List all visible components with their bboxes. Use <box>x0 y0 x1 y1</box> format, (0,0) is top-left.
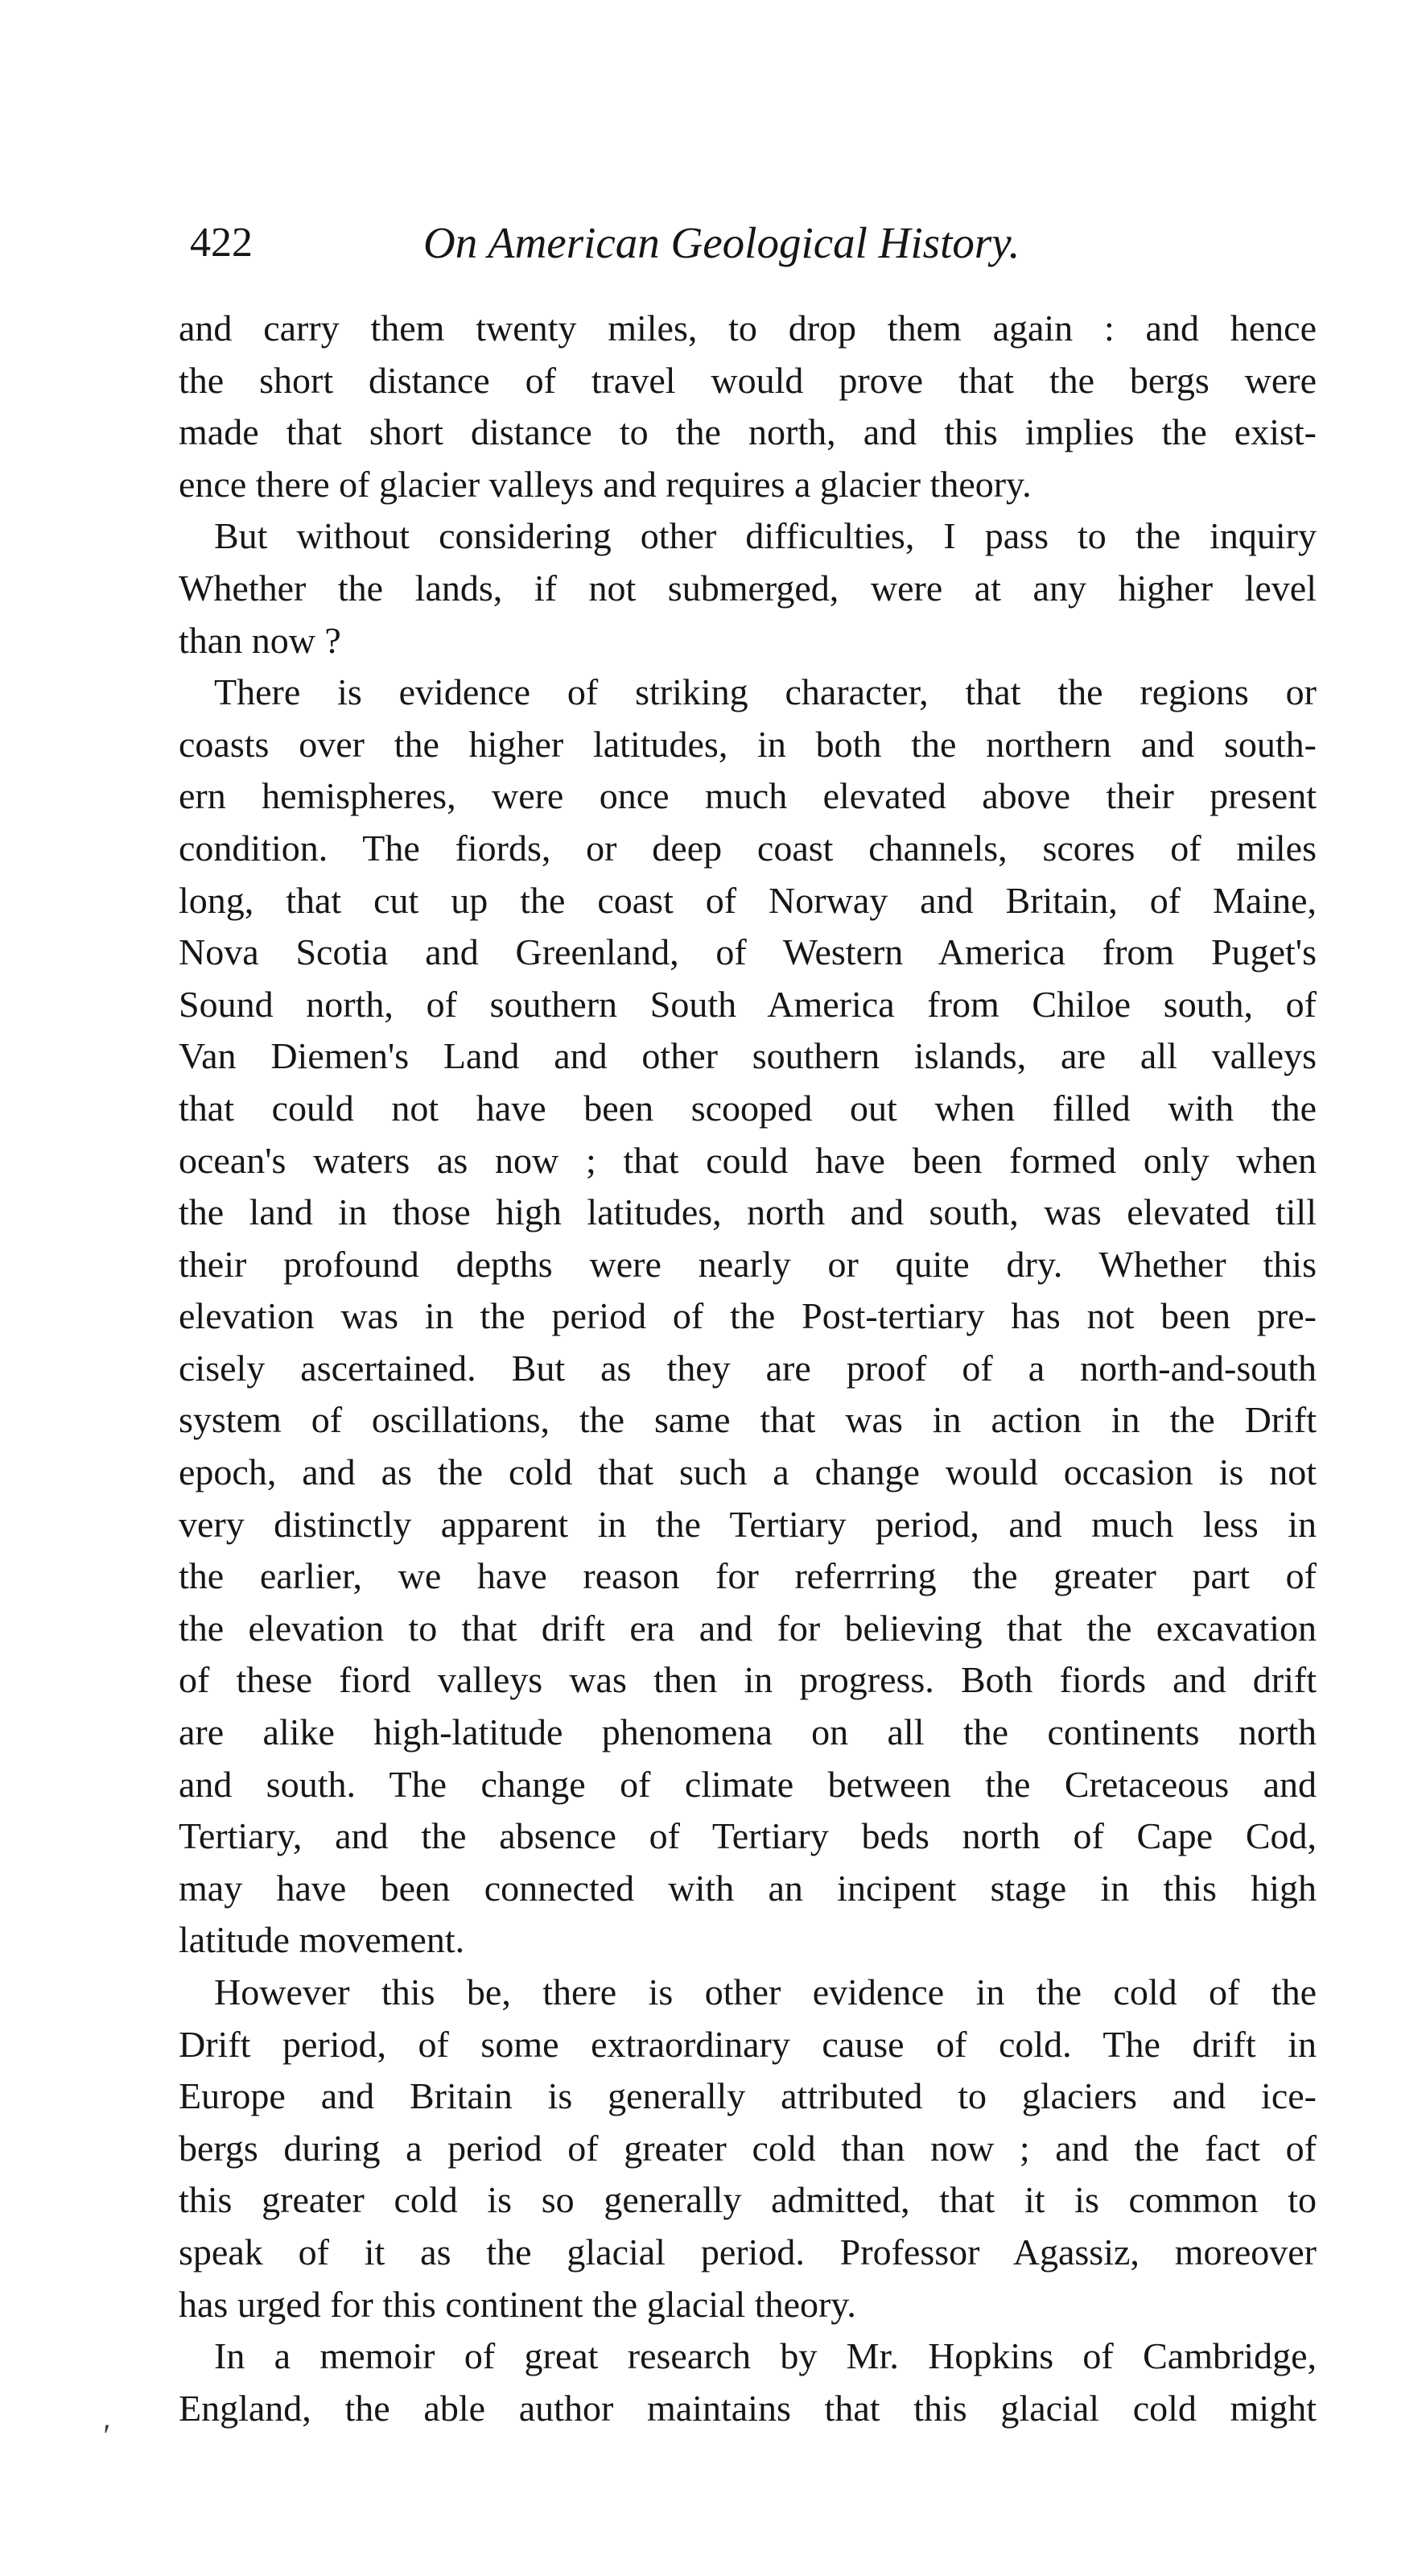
text-line: Nova Scotia and Greenland, of Western America from Puget's <box>179 931 1317 973</box>
paragraph-2 <box>179 510 1317 667</box>
text-line: the earlier, we have reason for referrring the greater part of <box>179 1555 1317 1597</box>
text-line: cisely ascertained. But as they are proof of a north-and-south <box>179 1347 1317 1389</box>
text-line: this greater cold is so generally admitted, that it is common to <box>179 2179 1317 2221</box>
page-number: 422 <box>190 220 253 266</box>
text-line: England, the able author maintains that this glacial cold might <box>179 2387 1317 2429</box>
text-line: long, that cut up the coast of Norway and Britain, of Maine, <box>179 879 1317 921</box>
text-line: Whether the lands, if not submerged, were at any higher level <box>179 567 1317 609</box>
margin-mark: ′ <box>101 2417 109 2454</box>
text-line: has urged for this continent the glacial theory. <box>179 2283 856 2325</box>
text-line: Europe and Britain is generally attributed to glaciers and ice- <box>179 2075 1317 2117</box>
text-line: But without considering other difficulties, I pass to the inquiry <box>214 515 1317 557</box>
text-line: epoch, and as the cold that such a change would occasion is not <box>179 1451 1317 1493</box>
paragraph-3 <box>179 667 1317 1967</box>
text-line: bergs during a period of greater cold than now ; and the fact of <box>179 2127 1317 2169</box>
text-line: the land in those high latitudes, north and south, was elevated till <box>179 1191 1317 1233</box>
text-line: than now ? <box>179 619 341 661</box>
text-line: made that short distance to the north, and this implies the exist- <box>179 411 1317 453</box>
paragraph-1 <box>179 303 1317 510</box>
text-line: are alike high-latitude phenomena on all the continents north <box>179 1711 1317 1753</box>
running-title: On American Geological History. <box>423 218 1020 267</box>
text-line: the short distance of travel would prove that the bergs were <box>179 359 1317 401</box>
text-line: latitude movement. <box>179 1919 465 1961</box>
paragraph-4 <box>179 1967 1317 2330</box>
text-line: and carry them twenty miles, to drop them again : and hence <box>179 308 1317 349</box>
text-line: and south. The change of climate between the Cretaceous and <box>179 1763 1317 1805</box>
text-line: very distinctly apparent in the Tertiary period, and much less in <box>179 1503 1317 1545</box>
text-line: In a memoir of great research by Mr. Hopkins of Cambridge, <box>214 2335 1317 2377</box>
text-line: condition. The fiords, or deep coast channels, scores of miles <box>179 827 1317 869</box>
body-text <box>179 303 1317 2434</box>
text-line: of these fiord valleys was then in progress. Both fiords and drift <box>179 1659 1317 1701</box>
text-line: Van Diemen's Land and other southern islands, are all valleys <box>179 1035 1317 1077</box>
text-line: may have been connected with an incipent stage in this high <box>179 1867 1317 1909</box>
text-line: elevation was in the period of the Post-tertiary has not been pre- <box>179 1295 1317 1337</box>
text-line: their profound depths were nearly or quite dry. Whether this <box>179 1243 1317 1285</box>
text-line: Sound north, of southern South America from Chiloe south, of <box>179 983 1317 1025</box>
text-line: ence there of glacier valleys and requires a glacier theory. <box>179 463 1032 505</box>
text-line: ocean's waters as now ; that could have been formed only when <box>179 1139 1317 1181</box>
text-line: ern hemispheres, were once much elevated above their present <box>179 775 1317 817</box>
text-line: coasts over the higher latitudes, in both the northern and south- <box>179 723 1317 765</box>
text-line: Drift period, of some extraordinary cause of cold. The drift in <box>179 2023 1317 2065</box>
text-line: There is evidence of striking character, that the regions or <box>214 671 1317 713</box>
text-line: speak of it as the glacial period. Professor Agassiz, moreover <box>179 2231 1317 2273</box>
paragraph-5 <box>179 2330 1317 2434</box>
text-line: the elevation to that drift era and for believing that the excavation <box>179 1607 1317 1649</box>
text-line: that could not have been scooped out when filled with the <box>179 1087 1317 1129</box>
page-header <box>190 211 1317 275</box>
text-line: Tertiary, and the absence of Tertiary beds north of Cape Cod, <box>179 1815 1317 1857</box>
text-line: However this be, there is other evidence in the cold of the <box>214 1971 1317 2013</box>
text-line: system of oscillations, the same that was in action in the Drift <box>179 1399 1317 1441</box>
